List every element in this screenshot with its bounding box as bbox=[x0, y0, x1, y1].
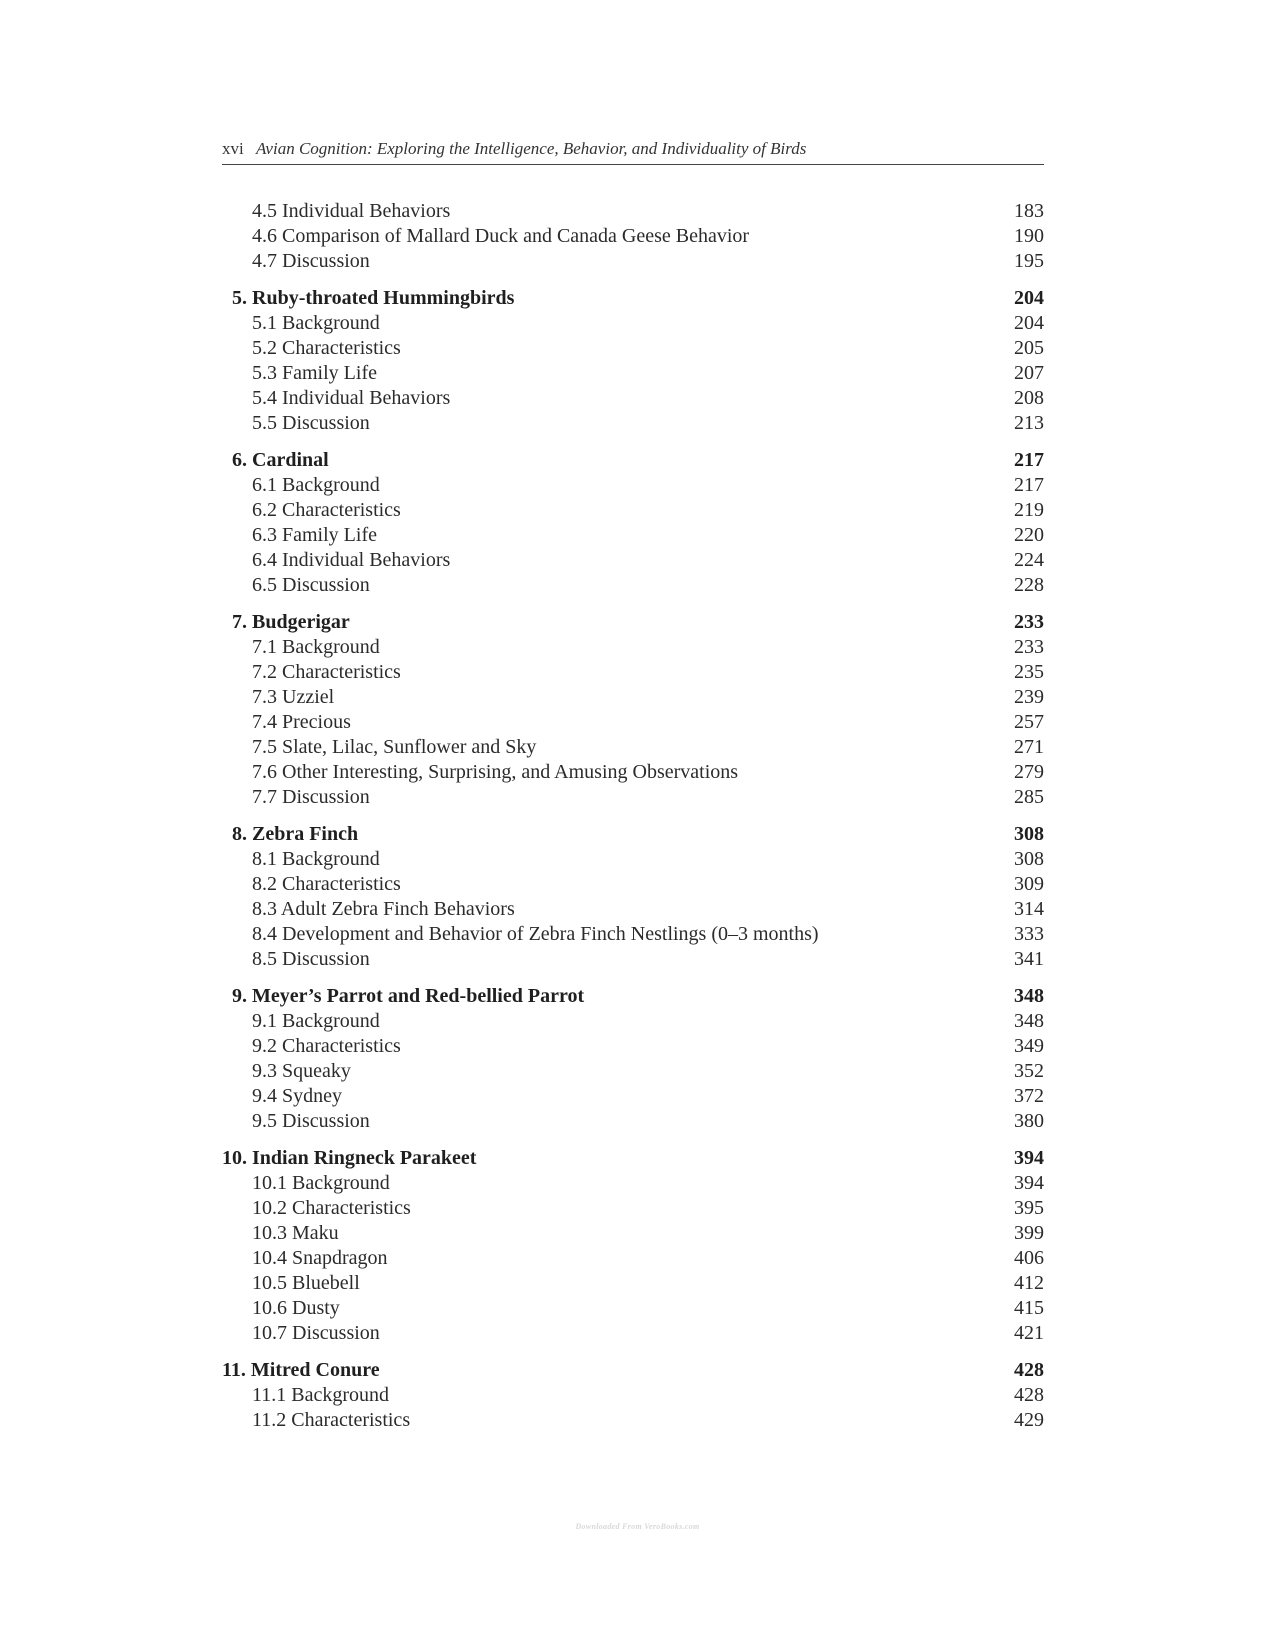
toc-entry-row bbox=[222, 224, 1044, 249]
section-title: 9.1 Background bbox=[252, 1010, 380, 1032]
chapter-title: 9. Meyer’s Parrot and Red-bellied Parrot bbox=[232, 985, 585, 1007]
page-reference: 429 bbox=[1014, 1409, 1044, 1431]
chapter-title: 7. Budgerigar bbox=[232, 611, 350, 633]
section-title: 4.6 Comparison of Mallard Duck and Canada Geese Behavior bbox=[252, 225, 750, 247]
toc-entry-row bbox=[222, 872, 1044, 897]
page-reference: 205 bbox=[1014, 337, 1044, 359]
page-reference: 183 bbox=[1014, 200, 1044, 222]
toc-entry-row bbox=[222, 1221, 1044, 1246]
page-reference: 239 bbox=[1014, 686, 1044, 708]
page-reference: 406 bbox=[1014, 1247, 1044, 1269]
toc-entry-row bbox=[222, 1109, 1044, 1134]
section-title: 6.3 Family Life bbox=[252, 524, 377, 546]
toc-entry-row bbox=[222, 199, 1044, 224]
page-reference: 394 bbox=[1014, 1147, 1044, 1169]
toc-entry-row bbox=[222, 760, 1044, 785]
toc-entry-row bbox=[222, 785, 1044, 810]
toc-entry-row bbox=[222, 947, 1044, 972]
page-reference: 349 bbox=[1014, 1035, 1044, 1057]
toc-entry-row bbox=[222, 685, 1044, 710]
page-reference: 217 bbox=[1014, 449, 1044, 471]
section-title: 5.3 Family Life bbox=[252, 362, 377, 384]
toc-entry-row bbox=[222, 386, 1044, 411]
page-reference: 333 bbox=[1014, 923, 1044, 945]
toc-entry-row bbox=[222, 1408, 1044, 1433]
toc-entry-row bbox=[222, 473, 1044, 498]
toc-entry-row bbox=[222, 1321, 1044, 1346]
section-title: 7.5 Slate, Lilac, Sunflower and Sky bbox=[252, 736, 537, 758]
section-title: 10.7 Discussion bbox=[252, 1322, 380, 1344]
page-reference: 204 bbox=[1014, 287, 1044, 309]
page-reference: 224 bbox=[1014, 549, 1044, 571]
page-reference: 285 bbox=[1014, 786, 1044, 808]
toc-chapter-row bbox=[222, 822, 1044, 847]
toc-entry-row bbox=[222, 361, 1044, 386]
toc-entry-row bbox=[222, 847, 1044, 872]
page-reference: 217 bbox=[1014, 474, 1044, 496]
toc-entry-row bbox=[222, 311, 1044, 336]
toc-chapter-row bbox=[222, 286, 1044, 311]
section-title: 7.3 Uzziel bbox=[252, 686, 335, 708]
page-reference: 233 bbox=[1014, 636, 1044, 658]
toc-entry-row bbox=[222, 498, 1044, 523]
toc-entry-row bbox=[222, 1171, 1044, 1196]
section-title: 11.2 Characteristics bbox=[252, 1409, 411, 1431]
page-reference: 207 bbox=[1014, 362, 1044, 384]
toc-entry-row bbox=[222, 1009, 1044, 1034]
section-title: 6.2 Characteristics bbox=[252, 499, 401, 521]
page-reference: 399 bbox=[1014, 1222, 1044, 1244]
toc-entry-row bbox=[222, 710, 1044, 735]
toc-entry-row bbox=[222, 1246, 1044, 1271]
section-title: 4.5 Individual Behaviors bbox=[252, 200, 451, 222]
toc-entry-row bbox=[222, 573, 1044, 598]
toc-entry-row bbox=[222, 635, 1044, 660]
page-reference: 204 bbox=[1014, 312, 1044, 334]
page-reference: 428 bbox=[1014, 1359, 1044, 1381]
page-reference: 308 bbox=[1014, 823, 1044, 845]
toc-entry-row bbox=[222, 336, 1044, 361]
watermark: Downloaded From VeroBooks.com bbox=[575, 1522, 700, 1531]
toc-entry-row bbox=[222, 1383, 1044, 1408]
toc-entry-row bbox=[222, 1296, 1044, 1321]
toc-entry-row bbox=[222, 1034, 1044, 1059]
page-reference: 213 bbox=[1014, 412, 1044, 434]
page-reference: 314 bbox=[1014, 898, 1044, 920]
page-reference: 271 bbox=[1014, 736, 1044, 758]
book-title: Avian Cognition: Exploring the Intelligence, Behavior, and Individuality of Birds bbox=[255, 139, 807, 158]
toc-entry-row bbox=[222, 1271, 1044, 1296]
page-reference: 352 bbox=[1014, 1060, 1044, 1082]
page-reference: 190 bbox=[1014, 225, 1044, 247]
section-title: 6.4 Individual Behaviors bbox=[252, 549, 451, 571]
section-title: 8.1 Background bbox=[252, 848, 380, 870]
page-reference: 341 bbox=[1014, 948, 1044, 970]
page-reference: 421 bbox=[1014, 1322, 1044, 1344]
section-title: 7.6 Other Interesting, Surprising, and Amusing Observations bbox=[252, 761, 739, 783]
section-title: 8.2 Characteristics bbox=[252, 873, 401, 895]
section-title: 9.3 Squeaky bbox=[252, 1060, 351, 1082]
page-reference: 394 bbox=[1014, 1172, 1044, 1194]
toc-chapter-row bbox=[222, 984, 1044, 1009]
table-of-contents bbox=[222, 199, 1044, 1433]
page-reference: 219 bbox=[1014, 499, 1044, 521]
page-reference: 308 bbox=[1014, 848, 1044, 870]
section-title: 11.1 Background bbox=[252, 1384, 390, 1406]
toc-entry-row bbox=[222, 523, 1044, 548]
toc-entry-row bbox=[222, 897, 1044, 922]
chapter-title: 8. Zebra Finch bbox=[232, 823, 359, 845]
toc-entry-row bbox=[222, 249, 1044, 274]
chapter-title: 10. Indian Ringneck Parakeet bbox=[222, 1147, 477, 1169]
section-title: 7.4 Precious bbox=[252, 711, 351, 733]
section-title: 5.5 Discussion bbox=[252, 412, 370, 434]
section-title: 10.2 Characteristics bbox=[252, 1197, 411, 1219]
toc-chapter-row bbox=[222, 448, 1044, 473]
section-title: 10.5 Bluebell bbox=[252, 1272, 360, 1294]
toc-entry-row bbox=[222, 735, 1044, 760]
page-number: xvi bbox=[222, 139, 244, 158]
section-title: 6.5 Discussion bbox=[252, 574, 370, 596]
chapter-title: 11. Mitred Conure bbox=[222, 1359, 380, 1381]
page-reference: 348 bbox=[1014, 985, 1044, 1007]
page-reference: 428 bbox=[1014, 1384, 1044, 1406]
toc-entry-row bbox=[222, 1196, 1044, 1221]
page-reference: 195 bbox=[1014, 250, 1044, 272]
page-reference: 348 bbox=[1014, 1010, 1044, 1032]
toc-entry-row bbox=[222, 1059, 1044, 1084]
section-title: 8.3 Adult Zebra Finch Behaviors bbox=[252, 898, 515, 920]
section-title: 10.1 Background bbox=[252, 1172, 390, 1194]
page-reference: 208 bbox=[1014, 387, 1044, 409]
section-title: 5.2 Characteristics bbox=[252, 337, 401, 359]
section-title: 8.4 Development and Behavior of Zebra Finch Nestlings (0–3 months) bbox=[252, 923, 819, 945]
toc-chapter-row bbox=[222, 610, 1044, 635]
toc-chapter-row bbox=[222, 1146, 1044, 1171]
toc-entry-row bbox=[222, 660, 1044, 685]
page-reference: 233 bbox=[1014, 611, 1044, 633]
page-reference: 395 bbox=[1014, 1197, 1044, 1219]
section-title: 9.4 Sydney bbox=[252, 1085, 342, 1107]
section-title: 10.4 Snapdragon bbox=[252, 1247, 388, 1269]
page-reference: 220 bbox=[1014, 524, 1044, 546]
section-title: 8.5 Discussion bbox=[252, 948, 370, 970]
running-head bbox=[222, 138, 1044, 165]
toc-entry-row bbox=[222, 548, 1044, 573]
page-reference: 380 bbox=[1014, 1110, 1044, 1132]
section-title: 7.1 Background bbox=[252, 636, 380, 658]
page-reference: 257 bbox=[1014, 711, 1044, 733]
chapter-title: 6. Cardinal bbox=[232, 449, 329, 471]
toc-entry-row bbox=[222, 922, 1044, 947]
toc-entry-row bbox=[222, 411, 1044, 436]
section-title: 5.1 Background bbox=[252, 312, 380, 334]
section-title: 9.5 Discussion bbox=[252, 1110, 370, 1132]
toc-chapter-row bbox=[222, 1358, 1044, 1383]
chapter-title: 5. Ruby-throated Hummingbirds bbox=[232, 287, 515, 309]
section-title: 7.7 Discussion bbox=[252, 786, 370, 808]
section-title: 9.2 Characteristics bbox=[252, 1035, 401, 1057]
section-title: 5.4 Individual Behaviors bbox=[252, 387, 451, 409]
page-reference: 309 bbox=[1014, 873, 1044, 895]
section-title: 10.3 Maku bbox=[252, 1222, 339, 1244]
section-title: 10.6 Dusty bbox=[252, 1297, 340, 1319]
page-reference: 228 bbox=[1014, 574, 1044, 596]
toc-entry-row bbox=[222, 1084, 1044, 1109]
page-reference: 235 bbox=[1014, 661, 1044, 683]
page-reference: 412 bbox=[1014, 1272, 1044, 1294]
page-reference: 372 bbox=[1014, 1085, 1044, 1107]
page-reference: 279 bbox=[1014, 761, 1044, 783]
section-title: 4.7 Discussion bbox=[252, 250, 370, 272]
page-reference: 415 bbox=[1014, 1297, 1044, 1319]
section-title: 6.1 Background bbox=[252, 474, 380, 496]
section-title: 7.2 Characteristics bbox=[252, 661, 401, 683]
